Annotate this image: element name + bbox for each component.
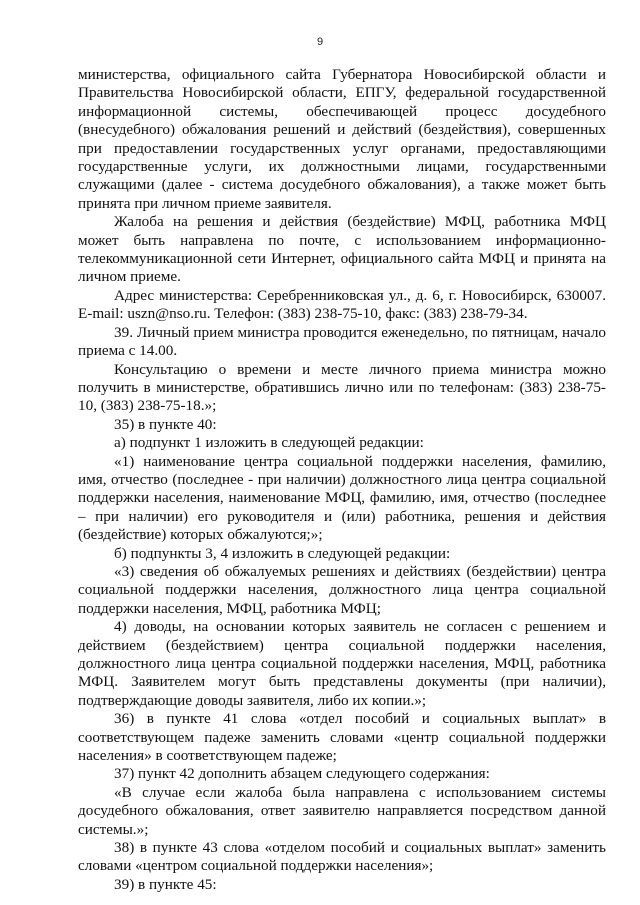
paragraph: Жалоба на решения и действия (бездействие) МФЦ, работника МФЦ может быть направлена по почте, с использованием информационно-телекоммуникационной сети Интернет, официального сайта МФЦ и принята на личном приеме. [78, 213, 606, 286]
paragraph: Адрес министерства: Серебренниковская ул., д. 6, г. Новосибирск, 630007. E-mail: uszn@nso.ru. Телефон: (383) 238-75-10, факс: (383) 238-79-34. [78, 286, 606, 323]
paragraph: 4) доводы, на основании которых заявитель не согласен с решением и действием (бездействием) центра социальной поддержки населения, должностного лица центра социальной поддержки населения, МФЦ, работника МФЦ. Заявителем могут быть представлены документы (при наличии), подтверждающие доводы заявителя, либо их копии.»; [78, 618, 606, 709]
paragraph: б) подпункты 3, 4 изложить в следующей редакции: [114, 544, 451, 562]
paragraph: «1) наименование центра социальной поддержки населения, фамилию, имя, отчество (последнее - при наличии) должностного лица центра социальной поддержки населения, наименование МФЦ, фамилию, имя, отчество (последнее – при наличии) его руководителя и (или) работника, решения и действия (бездействие) которых обжалуются;»; [78, 452, 606, 544]
paragraph: «В случае если жалоба была направлена с использованием системы досудебного обжалования, ответ заявителю направляется посредством данной системы.»; [78, 783, 606, 838]
paragraph: «3) сведения об обжалуемых решениях и действиях (бездействии) центра социальной поддержки населения, должностного лица центра социальной поддержки населения, МФЦ, работника МФЦ; [78, 562, 606, 617]
paragraph: 38) в пункте 43 слова «отделом пособий и социальных выплат» заменить словами «центром социальной поддержки населения»; [78, 839, 606, 875]
paragraph: 39. Личный прием министра проводится еженедельно, по пятницам, начало приема с 14.00. [78, 323, 606, 360]
paragraph: а) подпункт 1 изложить в следующей редакции: [114, 434, 424, 452]
page-number: 9 [316, 36, 324, 48]
paragraph: 39) в пункте 45: [114, 875, 217, 893]
paragraph: Консультацию о времени и месте личного приема министра можно получить в министерстве, обратившись лично или по телефонам: (383) 238-75-10, (383) 238-75-18.»; [78, 360, 606, 415]
paragraph: 37) пункт 42 дополнить абзацем следующего содержания: [114, 765, 490, 783]
paragraph: 35) в пункте 40: [114, 415, 217, 433]
paragraph: 36) в пункте 41 слова «отдел пособий и социальных выплат» в соответствующем падеже заменить словами «центр социальной поддержки населения» в соответствующем падеже; [78, 710, 606, 765]
document-body [78, 66, 606, 894]
paragraph: министерства, официального сайта Губернатора Новосибирской области и Правительства Новосибирской области, ЕПГУ, федеральной государственной информационной системы, обеспечивающей процесс досудебного (внесудебного) обжалования решений и действий (бездействия), совершенных при предоставлении государственных услуг органами, предоставляющими государственные услуги, их должностными лицами, государственными служащими (далее - система досудебного обжалования), а также может быть принята при личном приеме заявителя. [78, 66, 606, 212]
